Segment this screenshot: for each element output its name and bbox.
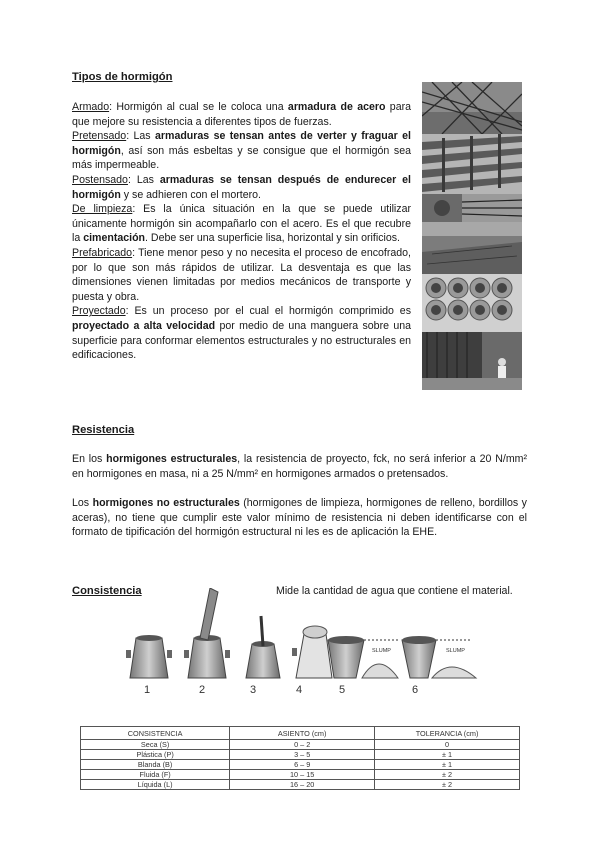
tipo-proyectado [72, 304, 411, 362]
term-limpieza: De limpieza [72, 203, 133, 216]
text: y se adhieren con el mortero. [120, 188, 261, 201]
text: : Hormigón al cual se le coloca una [109, 101, 288, 113]
photo-prefabricado-pipes [422, 274, 522, 332]
table-cell: Líquida (L) [81, 780, 230, 790]
slump-test-illustration [120, 588, 480, 684]
text: : Es un proceso por el cual el hormigón comprimido es [125, 305, 411, 318]
term-prefabricado: Prefabricado [72, 246, 133, 259]
section-heading-consistencia: Consistencia [72, 585, 142, 597]
tipo-postensado [72, 173, 411, 202]
figure-number-5: 5 [339, 684, 346, 696]
cone-step-5 [328, 636, 398, 678]
photo-postensado-cables [422, 194, 522, 222]
resistencia-paragraph-2 [72, 496, 527, 540]
text: . Debe ser una superficie lisa, horizontal y sin orificios. [145, 232, 400, 245]
tipos-paragraphs [72, 100, 411, 363]
table-cell: Blanda (B) [81, 760, 230, 770]
text: , así son más esbeltas y se consigue que el hormigón sea más impermeable. [72, 144, 411, 172]
table-header: TOLERANCIA (cm) [375, 727, 520, 740]
tipo-limpieza [72, 202, 411, 246]
table-cell: ± 1 [375, 750, 520, 760]
table-cell: 3 – 5 [230, 750, 375, 760]
text: para que mejore su resistencia a diferentes tipos de fuerzas. [72, 101, 412, 128]
tipo-pretensado [72, 129, 411, 173]
tipo-armado [72, 100, 411, 129]
section-heading-resistencia: Resistencia [72, 424, 135, 436]
term-pretensado: Pretensado [72, 130, 127, 143]
figure-number-1: 1 [144, 684, 151, 696]
text: , la resistencia de proyecto, fck, no será inferior a 20 N/mm² en hormigones en masa, ni a 25 N/mm² en hormigones armados o pretensados. [72, 453, 527, 480]
table-cell: 0 – 2 [230, 740, 375, 750]
table-cell: Plástica (P) [81, 750, 230, 760]
text: En los [72, 453, 107, 465]
slump-label-2: SLUMP [446, 648, 465, 654]
tipo-prefabricado [72, 246, 411, 304]
consistencia-description: Mide la cantidad de agua que contiene el material. [276, 585, 513, 597]
table-row [81, 750, 520, 760]
resistencia-paragraph-1 [72, 452, 527, 481]
table-cell: ± 2 [375, 770, 520, 780]
table-cell: 16 – 20 [230, 780, 375, 790]
photo-pretensado-beams [422, 134, 522, 194]
term-proyectado: Proyectado [72, 305, 126, 318]
text: : Las [126, 130, 156, 143]
figure-number-3: 3 [250, 684, 257, 696]
table-cell: ± 1 [375, 760, 520, 770]
term-armado: Armado [72, 101, 110, 113]
cone-step-2 [184, 588, 230, 678]
photo-proyectado-worker [422, 332, 522, 390]
cone-step-3 [246, 616, 280, 678]
table-cell: 6 – 9 [230, 760, 375, 770]
table-row [81, 780, 520, 790]
section-heading-tipos: Tipos de hormigón [72, 71, 173, 83]
table-row [81, 770, 520, 780]
bold-text: armaduras se tensan antes de verter y fraguar el hormigón [72, 130, 411, 157]
text: (hormigones de limpieza, hormigones de relleno, bordillos y aceras), no tiene que cumplir este valor mínimo de resistencia ni deben identificarse con el formato de tipificación del hormigón estructural ni les es de aplicación la EHE. [72, 497, 527, 539]
figure-number-6: 6 [412, 684, 419, 696]
table-cell: Fluida (F) [81, 770, 230, 780]
bold-text: cimentación [83, 232, 146, 245]
table-header: ASIENTO (cm) [230, 727, 375, 740]
term-postensado: Postensado [72, 173, 128, 186]
figure-number-2: 2 [199, 684, 206, 696]
text: por medio de una manguera sobre una superficie para conformar elementos estructurales y no estructurales en edificaciones. [72, 319, 412, 362]
table-header-row [81, 727, 520, 740]
photo-limpieza-ground [422, 222, 522, 274]
table-cell: 10 – 15 [230, 770, 375, 780]
bold-text: hormigones estructurales [106, 453, 238, 465]
table-row [81, 740, 520, 750]
table-cell: 0 [375, 740, 520, 750]
text: : Las [127, 173, 160, 186]
bold-text: armaduras se tensan después de endurecer el hormigón [72, 173, 411, 201]
text: Los [72, 497, 93, 509]
figure-number-4: 4 [296, 684, 303, 696]
table-cell: Seca (S) [81, 740, 230, 750]
cone-step-1 [126, 635, 172, 678]
text: : Tiene menor peso y no necesita el proceso de encofrado, por lo que son más rápidos de utilizar. La desventaja es que las dimensiones vienen limitadas por medios mecánicos de transporte y puesta y obra. [72, 246, 411, 303]
text: : Es la única situación en la que se puede utilizar únicamente hormigón sin acompañarlo con el acero. Es el que recubre la [72, 203, 411, 245]
consistencia-table [80, 726, 520, 790]
bold-text: armadura de acero [287, 101, 386, 113]
table-cell: ± 2 [375, 780, 520, 790]
table-row [81, 760, 520, 770]
photo-armado-rebar [422, 82, 522, 134]
bold-text: proyectado a alta velocidad [72, 319, 216, 332]
cone-step-6 [402, 636, 476, 678]
table-header: CONSISTENCIA [81, 727, 230, 740]
bold-text: hormigones no estructurales [92, 497, 240, 509]
slump-label-1: SLUMP [372, 648, 391, 654]
